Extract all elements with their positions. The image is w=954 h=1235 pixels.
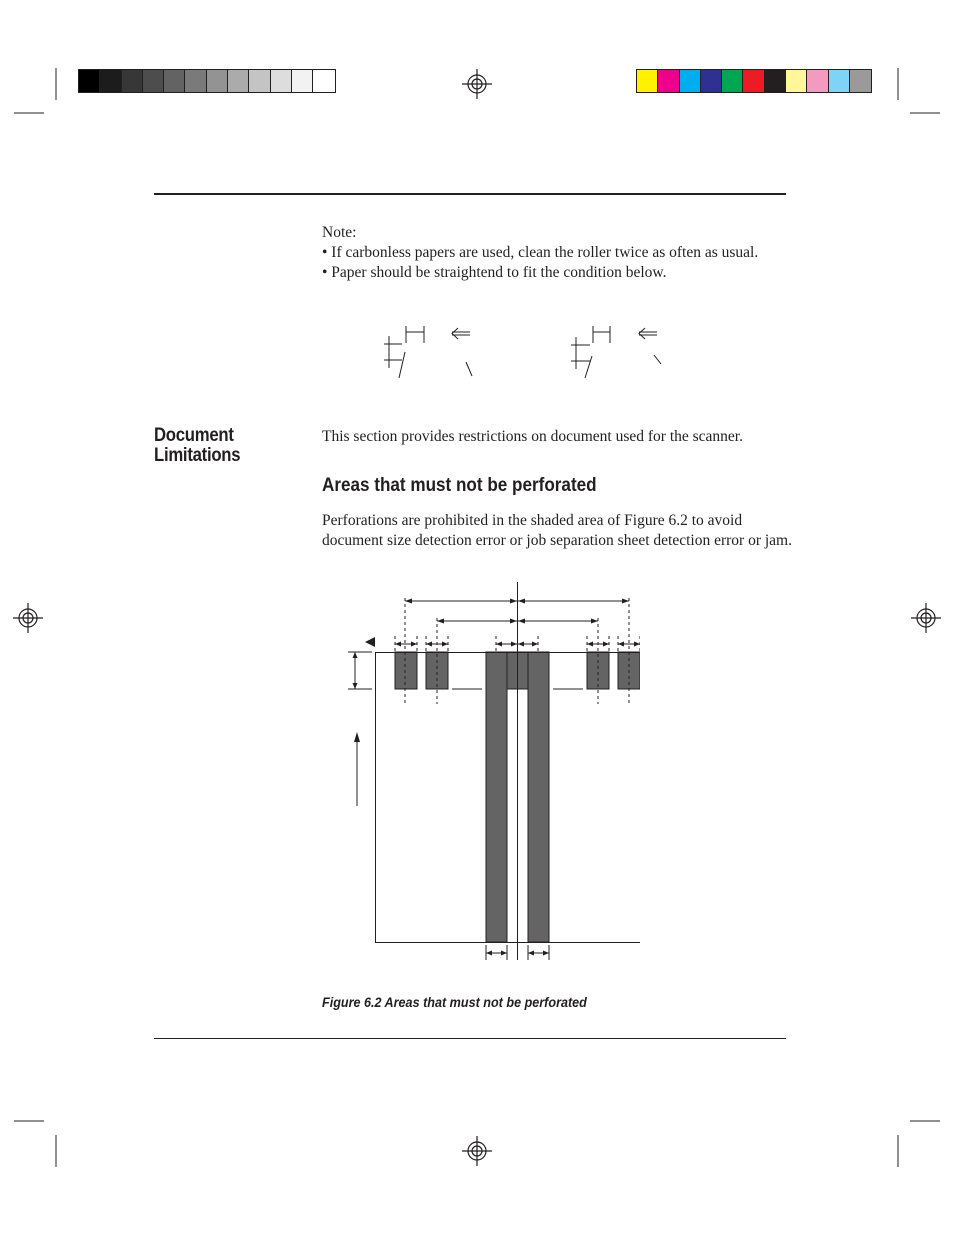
side-heading-line: Limitations	[154, 445, 241, 466]
note-heading: Note:	[322, 224, 357, 241]
section-side-heading	[154, 426, 240, 466]
registration-target-icon	[911, 603, 941, 633]
section-subheading: Areas that must not be perforated	[322, 475, 597, 496]
shaded-area	[528, 652, 549, 942]
shaded-area	[587, 652, 609, 689]
figure-caption: Figure 6.2 Areas that must not be perforated	[322, 994, 587, 1010]
registration-target-icon	[462, 69, 492, 99]
shaded-area	[426, 652, 448, 689]
registration-target-icon	[462, 1136, 492, 1166]
paper-curl-diagram	[370, 318, 690, 380]
shaded-area	[486, 652, 507, 942]
footer-rule	[154, 1038, 786, 1039]
shaded-area	[395, 652, 417, 689]
note-item: • If carbonless papers are used, clean the roller twice as often as usual.	[322, 244, 759, 261]
registration-target-icon	[13, 603, 43, 633]
document-outline	[376, 653, 641, 943]
header-rule	[154, 193, 786, 195]
note-block	[322, 223, 792, 283]
perforation-area-figure	[340, 578, 640, 968]
note-item: • Paper should be straightend to fit the condition below.	[322, 264, 667, 281]
section-body: Perforations are prohibited in the shaded area of Figure 6.2 to avoid document size detection error or job separation sheet detection error or jam.	[322, 512, 792, 549]
section-intro: This section provides restrictions on document used for the scanner.	[322, 428, 743, 445]
side-heading-line: Document	[154, 425, 234, 446]
